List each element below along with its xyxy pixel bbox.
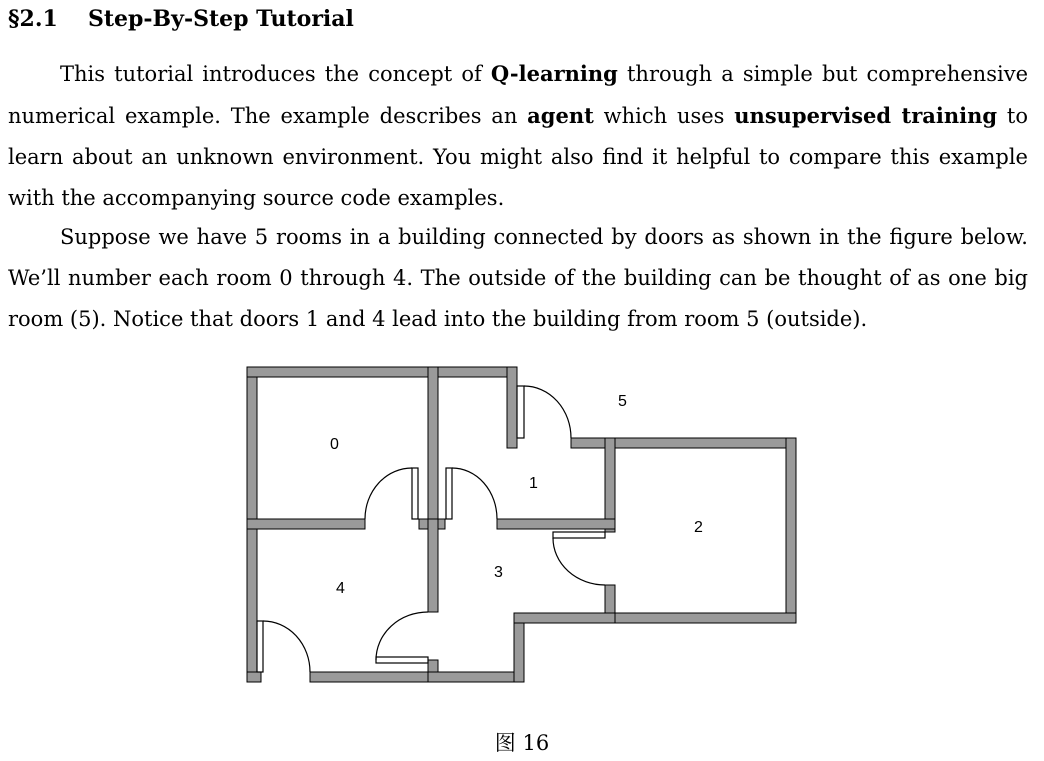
- figure-caption: 图 16: [494, 731, 550, 755]
- text-run: This tutorial introduces the concept of: [60, 62, 491, 86]
- text-run: through a simple but comprehensive numerical example. The example describes an: [8, 62, 1028, 128]
- section-title: Step-By-Step Tutorial: [88, 6, 354, 32]
- room-label-1: 1: [529, 475, 538, 492]
- room-label-2: 2: [694, 519, 703, 536]
- rooms-paragraph: Suppose we have 5 rooms in a building connected by doors as shown in the figure below. We’ll number each room 0 through 4. The outside of the building can be thought of as one big room (5). Notice that doors 1 and 4 lead into the building from room 5 (outside).: [8, 225, 1028, 331]
- room-label-4: 4: [336, 580, 345, 597]
- term-q-learning: Q-learning: [490, 61, 618, 86]
- text-run: which uses: [593, 104, 735, 128]
- room-label-5: 5: [618, 393, 627, 410]
- text-run: to learn about an unknown environment. You might also find it helpful to compare this example with the accompanying source code examples.: [8, 104, 1028, 210]
- section-number: §2.1: [8, 6, 58, 32]
- room-label-3: 3: [494, 564, 503, 581]
- term-agent: agent: [527, 103, 594, 128]
- room-label-0: 0: [330, 436, 339, 453]
- term-unsupervised-training: unsupervised training: [734, 103, 998, 128]
